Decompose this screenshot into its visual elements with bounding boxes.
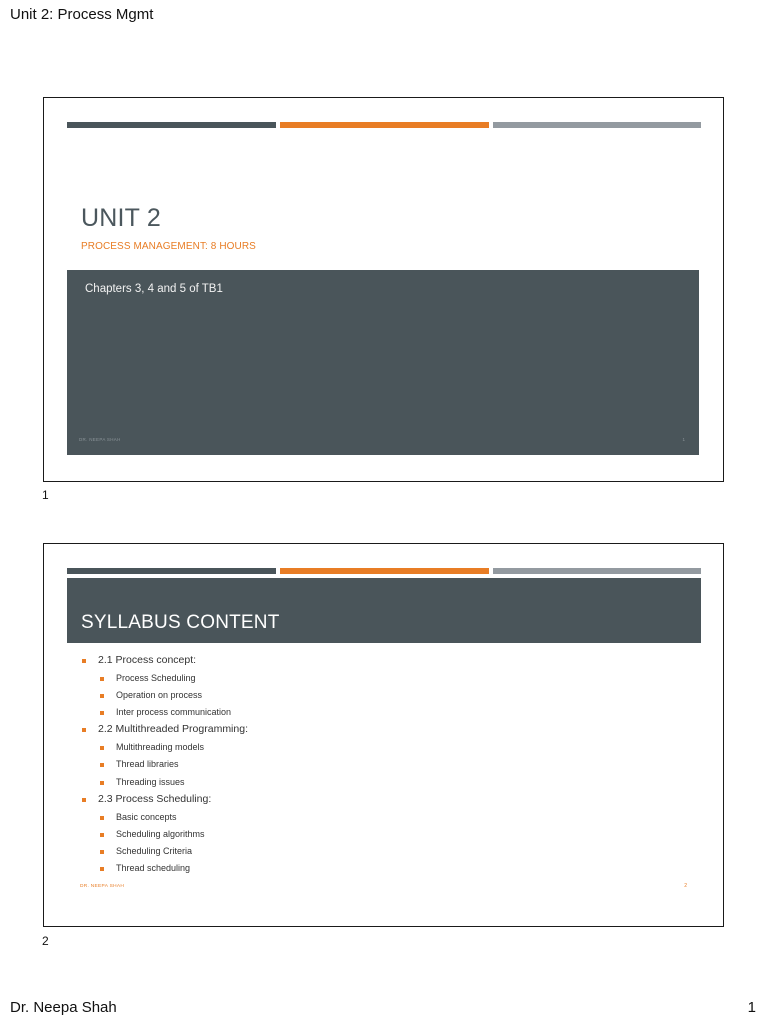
- title-panel: [67, 578, 701, 643]
- outline-subitem: Thread libraries: [80, 756, 248, 773]
- slide-number-label: 2: [42, 934, 49, 948]
- slide-page-number: 1: [682, 437, 685, 442]
- content-panel: [67, 270, 699, 455]
- slide-title: UNIT 2: [81, 204, 161, 232]
- bullet-icon: [100, 746, 104, 750]
- accent-bar-orange: [280, 122, 489, 128]
- page-header: Unit 2: Process Mgmt: [10, 6, 154, 23]
- bullet-icon: [100, 816, 104, 820]
- bullet-icon: [82, 659, 86, 663]
- accent-bar-gray: [493, 122, 701, 128]
- outline-subitem: Multithreading models: [80, 739, 248, 756]
- outline-subitem: Basic concepts: [80, 809, 248, 826]
- accent-bar-orange: [280, 568, 489, 574]
- bullet-icon: [82, 798, 86, 802]
- outline-subitem: Threading issues: [80, 774, 248, 791]
- bullet-icon: [100, 711, 104, 715]
- outline-subitem: Thread scheduling: [80, 860, 248, 877]
- slide-footer: DR. NEEPA SHAH: [79, 437, 121, 442]
- slide-footer: DR. NEEPA SHAH: [80, 884, 125, 889]
- slide-2: [43, 543, 724, 927]
- bullet-icon: [100, 850, 104, 854]
- syllabus-outline: [80, 652, 248, 878]
- outline-subitem: Process Scheduling: [80, 670, 248, 687]
- outline-subitem: Scheduling algorithms: [80, 826, 248, 843]
- outline-subitem: Inter process communication: [80, 704, 248, 721]
- slide-body-text: Chapters 3, 4 and 5 of TB1: [85, 283, 223, 295]
- accent-bar-dark: [67, 122, 276, 128]
- bullet-icon: [100, 763, 104, 767]
- bullet-icon: [100, 677, 104, 681]
- outline-subitem: Operation on process: [80, 687, 248, 704]
- page-footer-number: 1: [747, 999, 756, 1016]
- bullet-icon: [100, 867, 104, 871]
- outline-subitem: Scheduling Criteria: [80, 843, 248, 860]
- bullet-icon: [100, 781, 104, 785]
- accent-bar-gray: [493, 568, 701, 574]
- outline-item: 2.2 Multithreaded Programming:: [80, 721, 248, 739]
- page-footer-author: Dr. Neepa Shah: [10, 999, 117, 1016]
- slide-1: [43, 97, 724, 482]
- bullet-icon: [82, 728, 86, 732]
- bullet-icon: [100, 694, 104, 698]
- accent-bar-dark: [67, 568, 276, 574]
- outline-item: 2.3 Process Scheduling:: [80, 791, 248, 809]
- slide-title: SYLLABUS CONTENT: [81, 612, 280, 633]
- slide-page-number: 2: [684, 883, 687, 889]
- outline-item: 2.1 Process concept:: [80, 652, 248, 670]
- bullet-icon: [100, 833, 104, 837]
- slide-number-label: 1: [42, 488, 49, 502]
- slide-subtitle: PROCESS MANAGEMENT: 8 HOURS: [81, 241, 256, 252]
